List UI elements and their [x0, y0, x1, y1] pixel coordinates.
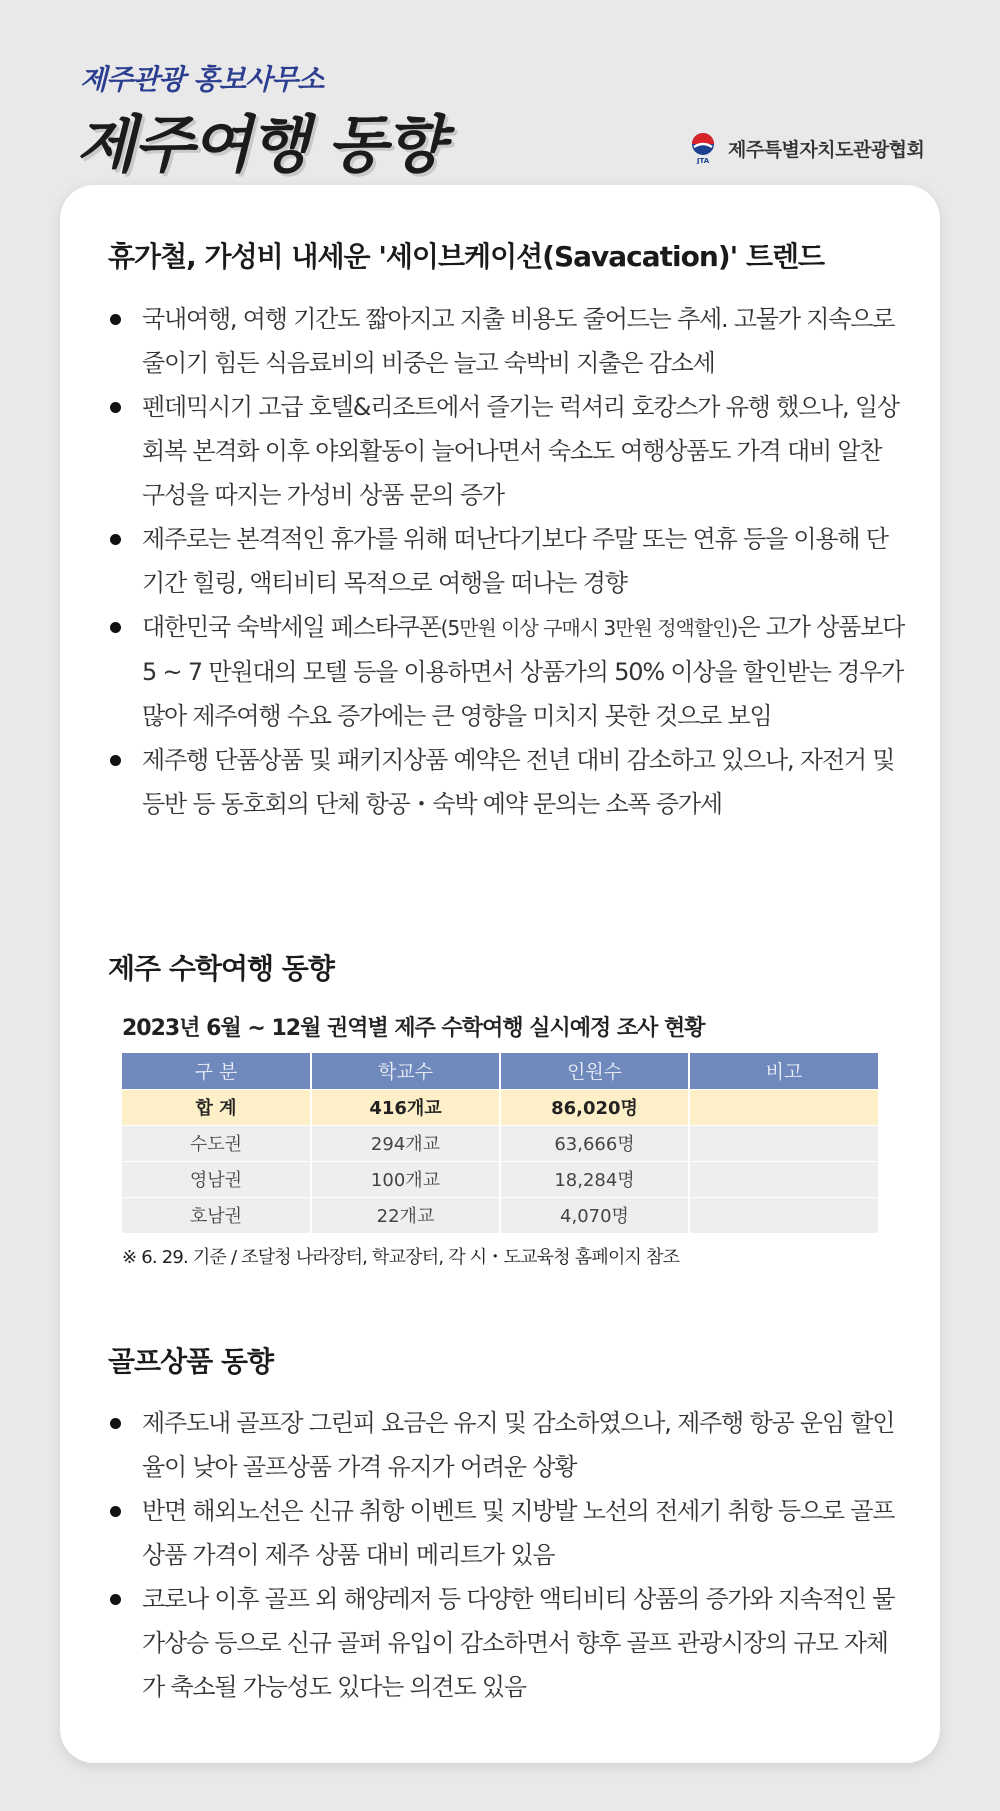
table-source-note: ※ 6. 29. 기준 / 조달청 나라장터, 학교장터, 각 시・도교육청 홈페이지 참조	[122, 1247, 680, 1268]
list-item: 코로나 이후 골프 외 해양레저 등 다양한 액티비티 상품의 증가와 지속적인 물가상승 등으로 신규 골퍼 유입이 감소하면서 향후 골프 관광시장의 규모 자체가 축소될 가능성도 있다는 의견도 있음	[108, 1577, 908, 1709]
table-cell	[689, 1161, 878, 1197]
column-header: 인원수	[500, 1053, 689, 1089]
table-cell: 호남권	[122, 1197, 311, 1233]
list-item	[108, 605, 908, 738]
table-caption: 2023년 6월 ~ 12월 권역별 제주 수학여행 실시예정 조사 현황	[122, 1016, 705, 1041]
jta-logo-icon	[688, 132, 718, 164]
list-item: 국내여행, 여행 기간도 짧아지고 지출 비용도 줄어드는 추세. 고물가 지속으로 줄이기 힘든 식음료비의 비중은 늘고 숙박비 지출은 감소세	[108, 297, 908, 385]
table-cell: 수도권	[122, 1125, 311, 1161]
coupon-name: 대한민국 숙박세일 페스타쿠폰	[142, 613, 441, 641]
list-item: 반면 해외노선은 신규 취항 이벤트 및 지방발 노선의 전세기 취항 등으로 골프상품 가격이 제주 상품 대비 메리트가 있음	[108, 1489, 908, 1577]
page-header	[0, 0, 1000, 190]
table-cell: 63,666명	[500, 1125, 689, 1161]
list-item: 제주도내 골프장 그린피 요금은 유지 및 감소하였으나, 제주행 항공 운임 할인율이 낮아 골프상품 가격 유지가 어려운 상황	[108, 1401, 908, 1489]
page-title: 제주여행 동향	[76, 108, 443, 181]
section-title-school-trip: 제주 수학여행 동향	[108, 952, 334, 985]
coupon-condition: (5만원 이상 구매시 3만원 정액할인)	[440, 616, 738, 640]
organization-name: 제주특별자치도관광협회	[728, 138, 925, 161]
table-row	[122, 1125, 878, 1161]
golf-bullets	[108, 1401, 908, 1709]
content-card	[60, 185, 940, 1763]
column-header: 비고	[689, 1053, 878, 1089]
savacation-bullets	[108, 297, 908, 826]
list-item: 제주행 단품상품 및 패키지상품 예약은 전년 대비 감소하고 있으나, 자전거 및 등반 등 동호회의 단체 항공・숙박 예약 문의는 소폭 증가세	[108, 738, 908, 826]
table-row-total	[122, 1089, 878, 1125]
table-cell: 22개교	[311, 1197, 500, 1233]
section-title-golf: 골프상품 동향	[108, 1345, 274, 1378]
coupon-description: 은 고가 상품보다 5 ~ 7 만원대의 모텔 등을 이용하면서 상품가의 50% 이상을 할인받는 경우가 많아 제주여행 수요 증가에는 큰 영향을 미치지 못한 것으로 보임	[142, 613, 905, 730]
table-cell: 4,070명	[500, 1197, 689, 1233]
list-item: 펜데믹시기 고급 호텔&리조트에서 즐기는 럭셔리 호캉스가 유행 했으나, 일상 회복 본격화 이후 야외활동이 늘어나면서 숙소도 여행상품도 가격 대비 알찬 구성을 따지는 가성비 상품 문의 증가	[108, 385, 908, 517]
table-cell	[689, 1089, 878, 1125]
table-row	[122, 1161, 878, 1197]
table-cell	[689, 1125, 878, 1161]
table-cell: 416개교	[311, 1089, 500, 1125]
table-cell: 합 계	[122, 1089, 311, 1125]
table-row	[122, 1197, 878, 1233]
logo-text: JTA	[696, 157, 710, 164]
sub-title: 제주관광 홍보사무소	[80, 63, 324, 96]
school-trip-table	[122, 1053, 878, 1233]
table-cell	[689, 1197, 878, 1233]
table-cell: 18,284명	[500, 1161, 689, 1197]
table-cell: 86,020명	[500, 1089, 689, 1125]
column-header: 학교수	[311, 1053, 500, 1089]
table-cell: 영남권	[122, 1161, 311, 1197]
list-item: 제주로는 본격적인 휴가를 위해 떠난다기보다 주말 또는 연휴 등을 이용해 단기간 힐링, 액티비티 목적으로 여행을 떠나는 경향	[108, 517, 908, 605]
organization	[688, 132, 924, 164]
column-header: 구 분	[122, 1053, 311, 1089]
section-title-savacation: 휴가철, 가성비 내세운 '세이브케이션(Savacation)' 트렌드	[108, 240, 825, 273]
table-cell: 294개교	[311, 1125, 500, 1161]
table-cell: 100개교	[311, 1161, 500, 1197]
table-header-row	[122, 1053, 878, 1089]
